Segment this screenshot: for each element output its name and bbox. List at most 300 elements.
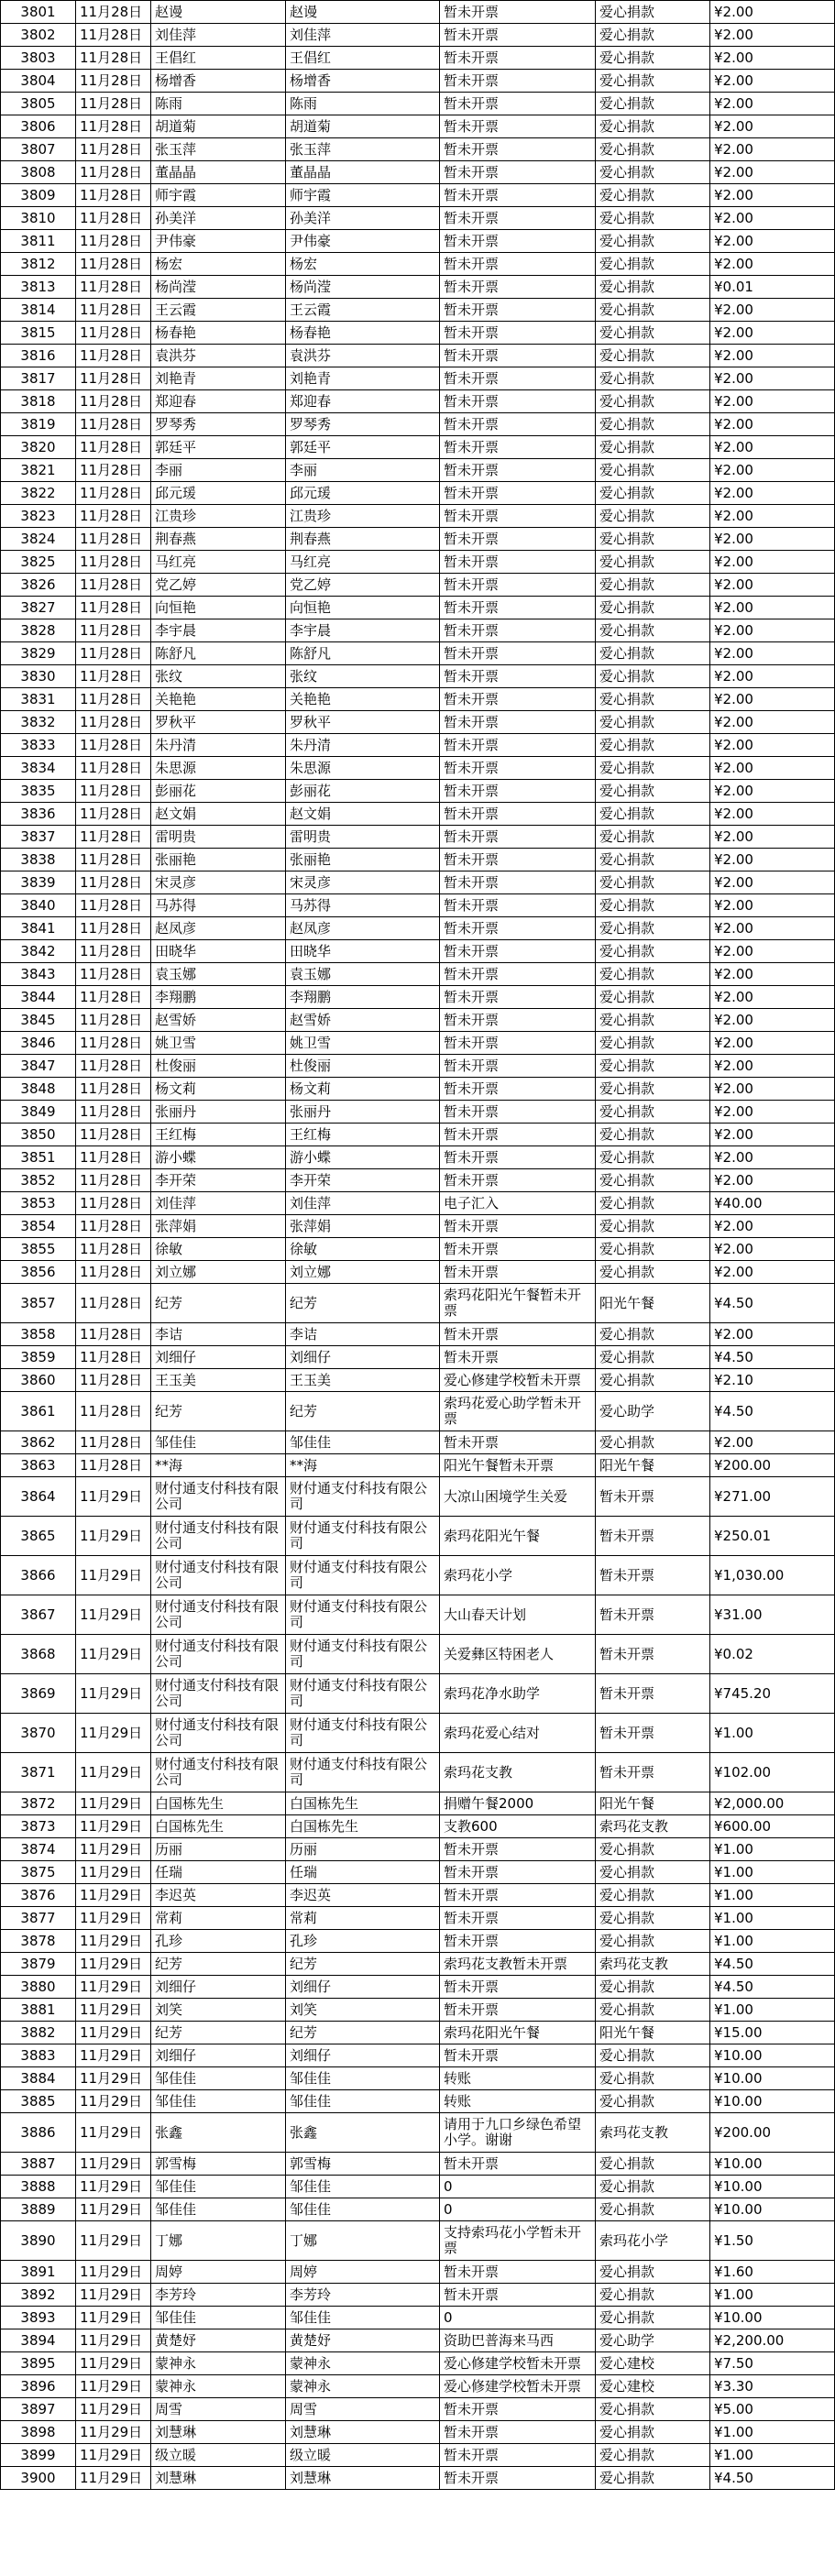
row-number-cell: 3851 [1, 1146, 76, 1169]
receipt-name-cell: 白国栋先生 [286, 1815, 440, 1838]
receipt-name-cell: 李翔鹏 [286, 986, 440, 1009]
receipt-name-cell: 李丽 [286, 459, 440, 482]
row-date-cell: 11月29日 [76, 2261, 151, 2284]
note-cell: 暂未开票 [440, 345, 596, 367]
purpose-cell: 索玛花支教 [596, 1953, 710, 1976]
row-number-cell: 3818 [1, 390, 76, 413]
donor-name-cell: 向恒艳 [151, 597, 286, 619]
table-row [1, 2375, 835, 2398]
donor-name-cell: 陈雨 [151, 93, 286, 115]
row-number-cell: 3888 [1, 2176, 76, 2198]
row-number-cell: 3856 [1, 1261, 76, 1284]
row-number-cell: 3850 [1, 1124, 76, 1146]
purpose-cell: 爱心捐款 [596, 2090, 710, 2113]
receipt-name-cell: 师宇霞 [286, 184, 440, 207]
row-date-cell: 11月28日 [76, 1, 151, 24]
receipt-name-cell: 蒙神永 [286, 2352, 440, 2375]
purpose-cell: 爱心捐款 [596, 2421, 710, 2444]
table-row [1, 2176, 835, 2198]
row-number-cell: 3816 [1, 345, 76, 367]
purpose-cell: 爱心捐款 [596, 734, 710, 757]
table-row [1, 1078, 835, 1101]
table-row [1, 1556, 835, 1595]
note-cell: 暂未开票 [440, 2153, 596, 2176]
amount-cell: ¥2.00 [710, 115, 835, 138]
purpose-cell: 爱心捐款 [596, 276, 710, 299]
receipt-name-cell: 赵谩 [286, 1, 440, 24]
table-row [1, 642, 835, 665]
table-row [1, 2044, 835, 2067]
note-cell: 暂未开票 [440, 734, 596, 757]
row-number-cell: 3882 [1, 2022, 76, 2044]
row-number-cell: 3858 [1, 1323, 76, 1346]
row-number-cell: 3815 [1, 322, 76, 345]
receipt-name-cell: 刘佳萍 [286, 1192, 440, 1215]
receipt-name-cell: 邹佳佳 [286, 2307, 440, 2329]
receipt-name-cell: 赵凤彦 [286, 917, 440, 940]
donor-name-cell: 彭丽花 [151, 780, 286, 803]
table-row [1, 505, 835, 528]
table-row [1, 1009, 835, 1032]
table-row [1, 2352, 835, 2375]
row-date-cell: 11月29日 [76, 2444, 151, 2467]
note-cell: 索玛花净水助学 [440, 1674, 596, 1714]
row-date-cell: 11月29日 [76, 2198, 151, 2221]
row-date-cell: 11月28日 [76, 1009, 151, 1032]
row-number-cell: 3887 [1, 2153, 76, 2176]
row-number-cell: 3885 [1, 2090, 76, 2113]
donor-name-cell: 荆春燕 [151, 528, 286, 551]
donor-name-cell: 刘慧琳 [151, 2421, 286, 2444]
row-date-cell: 11月28日 [76, 367, 151, 390]
amount-cell: ¥2.00 [710, 940, 835, 963]
receipt-name-cell: 纪芳 [286, 2022, 440, 2044]
row-date-cell: 11月28日 [76, 642, 151, 665]
amount-cell: ¥40.00 [710, 1192, 835, 1215]
note-cell: 索玛花小学 [440, 1556, 596, 1595]
note-cell: 关爱彝区特困老人 [440, 1635, 596, 1674]
donor-name-cell: 白国栋先生 [151, 1815, 286, 1838]
purpose-cell: 爱心捐款 [596, 1215, 710, 1238]
table-row [1, 1815, 835, 1838]
note-cell: 暂未开票 [440, 367, 596, 390]
row-number-cell: 3854 [1, 1215, 76, 1238]
donor-name-cell: 陈舒凡 [151, 642, 286, 665]
amount-cell: ¥2.00 [710, 894, 835, 917]
purpose-cell: 索玛花小学 [596, 2221, 710, 2261]
row-date-cell: 11月28日 [76, 322, 151, 345]
purpose-cell: 阳光午餐 [596, 1792, 710, 1815]
donor-name-cell: 游小蝶 [151, 1146, 286, 1169]
table-row [1, 1032, 835, 1055]
amount-cell: ¥2.00 [710, 963, 835, 986]
receipt-name-cell: 邹佳佳 [286, 1431, 440, 1454]
amount-cell: ¥2.00 [710, 1169, 835, 1192]
row-number-cell: 3829 [1, 642, 76, 665]
receipt-name-cell: 朱思源 [286, 757, 440, 780]
note-cell: 暂未开票 [440, 528, 596, 551]
note-cell: 爱心修建学校暂未开票 [440, 2352, 596, 2375]
row-number-cell: 3890 [1, 2221, 76, 2261]
donor-name-cell: 赵雪娇 [151, 1009, 286, 1032]
receipt-name-cell: 邱元瑗 [286, 482, 440, 505]
amount-cell: ¥2.00 [710, 299, 835, 322]
purpose-cell: 爱心捐款 [596, 619, 710, 642]
table-row [1, 940, 835, 963]
receipt-name-cell: 宋灵彦 [286, 871, 440, 894]
purpose-cell: 暂未开票 [596, 1556, 710, 1595]
donor-name-cell: 财付通支付科技有限公司 [151, 1556, 286, 1595]
purpose-cell: 爱心捐款 [596, 597, 710, 619]
row-number-cell: 3875 [1, 1861, 76, 1884]
purpose-cell: 爱心捐款 [596, 986, 710, 1009]
purpose-cell: 爱心捐款 [596, 1124, 710, 1146]
row-number-cell: 3893 [1, 2307, 76, 2329]
row-number-cell: 3852 [1, 1169, 76, 1192]
receipt-name-cell: 张鑫 [286, 2113, 440, 2153]
amount-cell: ¥10.00 [710, 2307, 835, 2329]
amount-cell: ¥2.00 [710, 1146, 835, 1169]
donor-name-cell: 蒙神永 [151, 2375, 286, 2398]
amount-cell: ¥2.00 [710, 757, 835, 780]
note-cell: 暂未开票 [440, 1215, 596, 1238]
amount-cell: ¥2.00 [710, 871, 835, 894]
table-row [1, 436, 835, 459]
row-number-cell: 3839 [1, 871, 76, 894]
table-row [1, 711, 835, 734]
purpose-cell: 爱心捐款 [596, 93, 710, 115]
row-date-cell: 11月29日 [76, 1953, 151, 1976]
purpose-cell: 爱心捐款 [596, 2467, 710, 2490]
purpose-cell: 爱心捐款 [596, 574, 710, 597]
receipt-name-cell: 王云霞 [286, 299, 440, 322]
amount-cell: ¥4.50 [710, 1284, 835, 1323]
amount-cell: ¥2.00 [710, 1124, 835, 1146]
note-cell: 暂未开票 [440, 1976, 596, 1999]
donor-name-cell: 师宇霞 [151, 184, 286, 207]
donor-name-cell: 尹伟豪 [151, 230, 286, 253]
donor-name-cell: 刘佳萍 [151, 1192, 286, 1215]
receipt-name-cell: 级立暖 [286, 2444, 440, 2467]
purpose-cell: 爱心捐款 [596, 24, 710, 47]
receipt-name-cell: 尹伟豪 [286, 230, 440, 253]
row-number-cell: 3877 [1, 1907, 76, 1930]
row-date-cell: 11月28日 [76, 161, 151, 184]
donor-name-cell: 张鑫 [151, 2113, 286, 2153]
donor-name-cell: 张玉萍 [151, 138, 286, 161]
purpose-cell: 爱心捐款 [596, 70, 710, 93]
row-number-cell: 3805 [1, 93, 76, 115]
donor-name-cell: 刘细仔 [151, 1976, 286, 1999]
purpose-cell: 爱心捐款 [596, 1976, 710, 1999]
row-date-cell: 11月29日 [76, 1930, 151, 1953]
row-number-cell: 3846 [1, 1032, 76, 1055]
donor-name-cell: 赵凤彦 [151, 917, 286, 940]
row-number-cell: 3864 [1, 1477, 76, 1517]
donor-name-cell: 刘佳萍 [151, 24, 286, 47]
receipt-name-cell: 财付通支付科技有限公司 [286, 1674, 440, 1714]
row-date-cell: 11月29日 [76, 1674, 151, 1714]
amount-cell: ¥2,200.00 [710, 2329, 835, 2352]
amount-cell: ¥2.00 [710, 574, 835, 597]
receipt-name-cell: 袁玉娜 [286, 963, 440, 986]
purpose-cell: 爱心捐款 [596, 1055, 710, 1078]
amount-cell: ¥2.00 [710, 551, 835, 574]
row-date-cell: 11月28日 [76, 1101, 151, 1124]
row-date-cell: 11月28日 [76, 1124, 151, 1146]
row-number-cell: 3860 [1, 1369, 76, 1392]
note-cell: 电子汇入 [440, 1192, 596, 1215]
table-row [1, 322, 835, 345]
receipt-name-cell: 周婷 [286, 2261, 440, 2284]
row-date-cell: 11月29日 [76, 1907, 151, 1930]
table-row [1, 917, 835, 940]
note-cell: 暂未开票 [440, 184, 596, 207]
amount-cell: ¥2.00 [710, 597, 835, 619]
row-number-cell: 3868 [1, 1635, 76, 1674]
table-row [1, 1454, 835, 1477]
table-row [1, 2090, 835, 2113]
note-cell: 暂未开票 [440, 1346, 596, 1369]
receipt-name-cell: 党乙婷 [286, 574, 440, 597]
row-date-cell: 11月29日 [76, 2113, 151, 2153]
amount-cell: ¥2.00 [710, 1101, 835, 1124]
purpose-cell: 爱心捐款 [596, 2398, 710, 2421]
donor-name-cell: 张纹 [151, 665, 286, 688]
table-row [1, 894, 835, 917]
purpose-cell: 爱心捐款 [596, 161, 710, 184]
note-cell: 阳光午餐暂未开票 [440, 1454, 596, 1477]
row-number-cell: 3884 [1, 2067, 76, 2090]
donor-name-cell: 王倡红 [151, 47, 286, 70]
donor-name-cell: 纪芳 [151, 1284, 286, 1323]
table-row [1, 1192, 835, 1215]
receipt-name-cell: 历丽 [286, 1838, 440, 1861]
row-date-cell: 11月29日 [76, 2352, 151, 2375]
purpose-cell: 爱心捐款 [596, 138, 710, 161]
receipt-name-cell: 王玉美 [286, 1369, 440, 1392]
purpose-cell: 爱心捐款 [596, 1369, 710, 1392]
row-date-cell: 11月28日 [76, 413, 151, 436]
receipt-name-cell: 李迟英 [286, 1884, 440, 1907]
donor-name-cell: 江贵珍 [151, 505, 286, 528]
purpose-cell: 爱心捐款 [596, 115, 710, 138]
note-cell: 暂未开票 [440, 551, 596, 574]
purpose-cell: 爱心捐款 [596, 1838, 710, 1861]
amount-cell: ¥2.00 [710, 505, 835, 528]
donor-name-cell: 马苏得 [151, 894, 286, 917]
receipt-name-cell: 刘细仔 [286, 1346, 440, 1369]
donor-name-cell: 刘慧琳 [151, 2467, 286, 2490]
purpose-cell: 爱心捐款 [596, 1169, 710, 1192]
donor-name-cell: 王玉美 [151, 1369, 286, 1392]
table-row [1, 184, 835, 207]
receipt-name-cell: 常莉 [286, 1907, 440, 1930]
purpose-cell: 爱心捐款 [596, 2444, 710, 2467]
donor-name-cell: 财付通支付科技有限公司 [151, 1674, 286, 1714]
amount-cell: ¥2.00 [710, 70, 835, 93]
receipt-name-cell: 罗琴秀 [286, 413, 440, 436]
amount-cell: ¥2.00 [710, 230, 835, 253]
table-row [1, 1753, 835, 1792]
amount-cell: ¥2.00 [710, 459, 835, 482]
receipt-name-cell: 蒙神永 [286, 2375, 440, 2398]
amount-cell: ¥745.20 [710, 1674, 835, 1714]
purpose-cell: 爱心捐款 [596, 1323, 710, 1346]
row-number-cell: 3837 [1, 826, 76, 849]
amount-cell: ¥2.00 [710, 849, 835, 871]
note-cell: 暂未开票 [440, 1999, 596, 2022]
donor-name-cell: 级立暖 [151, 2444, 286, 2467]
purpose-cell: 爱心捐款 [596, 2153, 710, 2176]
donor-name-cell: 财付通支付科技有限公司 [151, 1714, 286, 1753]
note-cell: 暂未开票 [440, 2444, 596, 2467]
donor-name-cell: 纪芳 [151, 1953, 286, 1976]
receipt-name-cell: 黄楚妤 [286, 2329, 440, 2352]
donor-name-cell: 张丽丹 [151, 1101, 286, 1124]
receipt-name-cell: 陈雨 [286, 93, 440, 115]
row-number-cell: 3895 [1, 2352, 76, 2375]
row-number-cell: 3801 [1, 1, 76, 24]
note-cell: 0 [440, 2307, 596, 2329]
note-cell: 爱心修建学校暂未开票 [440, 1369, 596, 1392]
amount-cell: ¥4.50 [710, 1953, 835, 1976]
donor-name-cell: 邹佳佳 [151, 2090, 286, 2113]
table-row [1, 1055, 835, 1078]
row-number-cell: 3809 [1, 184, 76, 207]
note-cell: 暂未开票 [440, 1261, 596, 1284]
row-date-cell: 11月28日 [76, 138, 151, 161]
receipt-name-cell: 杨文莉 [286, 1078, 440, 1101]
purpose-cell: 爱心捐款 [596, 1192, 710, 1215]
note-cell: 暂未开票 [440, 1009, 596, 1032]
note-cell: 暂未开票 [440, 390, 596, 413]
donor-name-cell: 孔珍 [151, 1930, 286, 1953]
table-row [1, 2153, 835, 2176]
row-date-cell: 11月28日 [76, 1146, 151, 1169]
row-date-cell: 11月29日 [76, 2398, 151, 2421]
row-date-cell: 11月29日 [76, 1976, 151, 1999]
amount-cell: ¥10.00 [710, 2153, 835, 2176]
note-cell: 暂未开票 [440, 757, 596, 780]
note-cell: 暂未开票 [440, 963, 596, 986]
row-date-cell: 11月28日 [76, 1078, 151, 1101]
table-row [1, 345, 835, 367]
amount-cell: ¥1.00 [710, 1907, 835, 1930]
purpose-cell: 爱心捐款 [596, 2261, 710, 2284]
purpose-cell: 爱心捐款 [596, 1238, 710, 1261]
table-row [1, 2467, 835, 2490]
purpose-cell: 爱心捐款 [596, 253, 710, 276]
table-row [1, 1477, 835, 1517]
donor-name-cell: 邹佳佳 [151, 2198, 286, 2221]
amount-cell: ¥2.00 [710, 345, 835, 367]
table-row [1, 1674, 835, 1714]
receipt-name-cell: 马苏得 [286, 894, 440, 917]
donor-name-cell: 郭廷平 [151, 436, 286, 459]
amount-cell: ¥2.00 [710, 24, 835, 47]
row-number-cell: 3804 [1, 70, 76, 93]
receipt-name-cell: 张玉萍 [286, 138, 440, 161]
donor-name-cell: 董晶晶 [151, 161, 286, 184]
row-date-cell: 11月28日 [76, 619, 151, 642]
note-cell: 暂未开票 [440, 826, 596, 849]
table-row [1, 826, 835, 849]
note-cell: 爱心修建学校暂未开票 [440, 2375, 596, 2398]
table-row [1, 619, 835, 642]
row-date-cell: 11月28日 [76, 390, 151, 413]
row-number-cell: 3861 [1, 1392, 76, 1431]
receipt-name-cell: 财付通支付科技有限公司 [286, 1477, 440, 1517]
table-row [1, 413, 835, 436]
row-date-cell: 11月28日 [76, 1192, 151, 1215]
note-cell: 暂未开票 [440, 299, 596, 322]
receipt-name-cell: 郭廷平 [286, 436, 440, 459]
note-cell: 暂未开票 [440, 1146, 596, 1169]
row-date-cell: 11月29日 [76, 1838, 151, 1861]
row-number-cell: 3848 [1, 1078, 76, 1101]
amount-cell: ¥2.00 [710, 1323, 835, 1346]
note-cell: 支持索玛花小学暂未开票 [440, 2221, 596, 2261]
amount-cell: ¥4.50 [710, 1392, 835, 1431]
receipt-name-cell: 孔珍 [286, 1930, 440, 1953]
row-date-cell: 11月29日 [76, 2022, 151, 2044]
row-date-cell: 11月29日 [76, 2421, 151, 2444]
note-cell: 大山春天计划 [440, 1595, 596, 1635]
table-row [1, 299, 835, 322]
amount-cell: ¥2.00 [710, 161, 835, 184]
donor-name-cell: 杨尚滢 [151, 276, 286, 299]
amount-cell: ¥2.00 [710, 826, 835, 849]
table-row [1, 551, 835, 574]
row-number-cell: 3814 [1, 299, 76, 322]
note-cell: 暂未开票 [440, 2044, 596, 2067]
row-number-cell: 3845 [1, 1009, 76, 1032]
amount-cell: ¥2.00 [710, 138, 835, 161]
amount-cell: ¥2.00 [710, 436, 835, 459]
purpose-cell: 爱心捐款 [596, 1861, 710, 1884]
note-cell: 请用于九口乡绿色希望小学。谢谢 [440, 2113, 596, 2153]
purpose-cell: 爱心捐款 [596, 528, 710, 551]
donor-name-cell: 财付通支付科技有限公司 [151, 1595, 286, 1635]
table-row [1, 1, 835, 24]
row-number-cell: 3849 [1, 1101, 76, 1124]
note-cell: 暂未开票 [440, 482, 596, 505]
amount-cell: ¥2.00 [710, 734, 835, 757]
purpose-cell: 爱心捐款 [596, 917, 710, 940]
donor-name-cell: 李宇晨 [151, 619, 286, 642]
row-number-cell: 3896 [1, 2375, 76, 2398]
row-number-cell: 3886 [1, 2113, 76, 2153]
row-number-cell: 3825 [1, 551, 76, 574]
note-cell: 转账 [440, 2067, 596, 2090]
note-cell: 暂未开票 [440, 436, 596, 459]
note-cell: 暂未开票 [440, 803, 596, 826]
purpose-cell: 爱心捐款 [596, 2176, 710, 2198]
note-cell: 索玛花爱心助学暂未开票 [440, 1392, 596, 1431]
row-number-cell: 3862 [1, 1431, 76, 1454]
row-date-cell: 11月29日 [76, 2153, 151, 2176]
row-number-cell: 3871 [1, 1753, 76, 1792]
purpose-cell: 阳光午餐 [596, 1454, 710, 1477]
amount-cell: ¥1.00 [710, 1861, 835, 1884]
table-row [1, 1999, 835, 2022]
amount-cell: ¥2.00 [710, 390, 835, 413]
table-row [1, 871, 835, 894]
purpose-cell: 爱心捐款 [596, 757, 710, 780]
purpose-cell: 爱心捐款 [596, 1078, 710, 1101]
receipt-name-cell: 财付通支付科技有限公司 [286, 1635, 440, 1674]
